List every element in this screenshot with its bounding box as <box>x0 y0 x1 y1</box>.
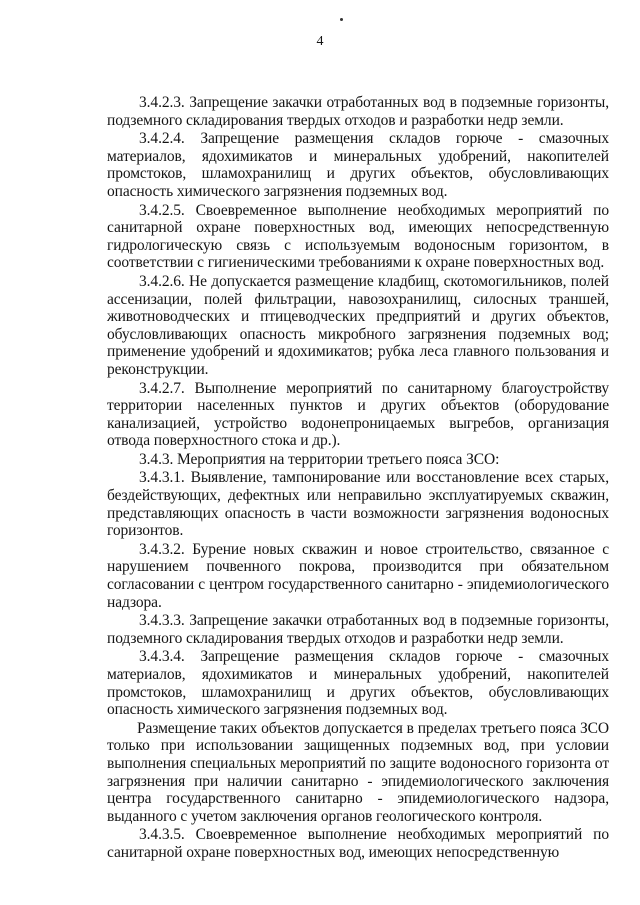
scan-speck <box>340 18 343 21</box>
document-body <box>107 94 609 862</box>
paragraph-3-4-3: 3.4.3. Мероприятия на территории третьего пояса ЗСО: <box>139 450 500 468</box>
paragraph-3-4-2-4: 3.4.2.4. Запрещение размещения складов горюче - смазочных материалов, ядохимикатов и минеральных удобрений, накопителей промстоков, шламохранилищ и других объектов, обусловливающих опасность химического загрязнения подземных вод. <box>107 130 609 200</box>
paragraph-3-4-3-2: 3.4.3.2. Бурение новых скважин и новое строительство, связанное с нарушением почвенного покрова, производится при обязательном согласовании с центром государственного санитарно - эпидемиологического надзора. <box>107 540 609 611</box>
paragraph-3-4-3-5: 3.4.3.5. Своевременное выполнение необходимых мероприятий по санитарной охране поверхностных вод, имеющих непосредственную <box>107 826 609 861</box>
page-number: 4 <box>316 34 324 49</box>
paragraph-3-4-2-5: 3.4.2.5. Своевременное выполнение необходимых мероприятий по санитарной охране поверхностных вод, имеющих непосредственную гидрологическую связь с используемым водоносным горизонтом, в соответствии с гигиеническими требованиями к охране поверхностных вод. <box>107 201 609 272</box>
paragraph-3-4-2-7: 3.4.2.7. Выполнение мероприятий по санитарному благоустройству территории населенных пунктов и других объектов (оборудование канализацией, устройство водонепроницаемых выгребов, организация отвода поверхностного стока и др.). <box>107 379 609 450</box>
paragraph-3-4-2-3: 3.4.2.3. Запрещение закачки отработанных вод в подземные горизонты, подземного складирования твердых отходов и разработки недр земли. <box>107 94 609 129</box>
paragraph-3-4-2-6: 3.4.2.6. Не допускается размещение кладбищ, скотомогильников, полей ассенизации, полей фильтрации, навозохранилищ, силосных траншей, животноводческих и птицеводческих предприятий и других объектов, обусловливающих опасность микробного загрязнения подземных вод; применение удобрений и ядохимикатов; рубка леса главного пользования и реконструкции. <box>107 272 609 378</box>
paragraph-3-4-3-1: 3.4.3.1. Выявление, тампонирование или восстановление всех старых, бездействующих, дефектных или неправильно эксплуатируемых скважин, представляющих опасность в части возможности загрязнения водоносных горизонтов. <box>107 469 609 540</box>
paragraph-3-4-3-4: 3.4.3.4. Запрещение размещения складов горюче - смазочных материалов, ядохимикатов и минеральных удобрений, накопителей промстоков, шламохранилищ и других объектов, обусловливающих опасность химического загрязнения подземных вод. <box>107 648 609 719</box>
paragraph-3-4-3-3: 3.4.3.3. Запрещение закачки отработанных вод в подземные горизонты, подземного складирования твердых отходов и разработки недр земли. <box>107 612 609 647</box>
paragraph-placement-conditions: Размещение таких объектов допускается в пределах третьего пояса ЗСО только при использовании защищенных подземных вод, при условии выполнения специальных мероприятий по защите водоносного горизонта от загрязнения при наличии санитарно - эпидемиологического заключения центра государственного санитарно - эпидемиологического надзора, выданного с учетом заключения органов геологического контроля. <box>107 719 609 825</box>
